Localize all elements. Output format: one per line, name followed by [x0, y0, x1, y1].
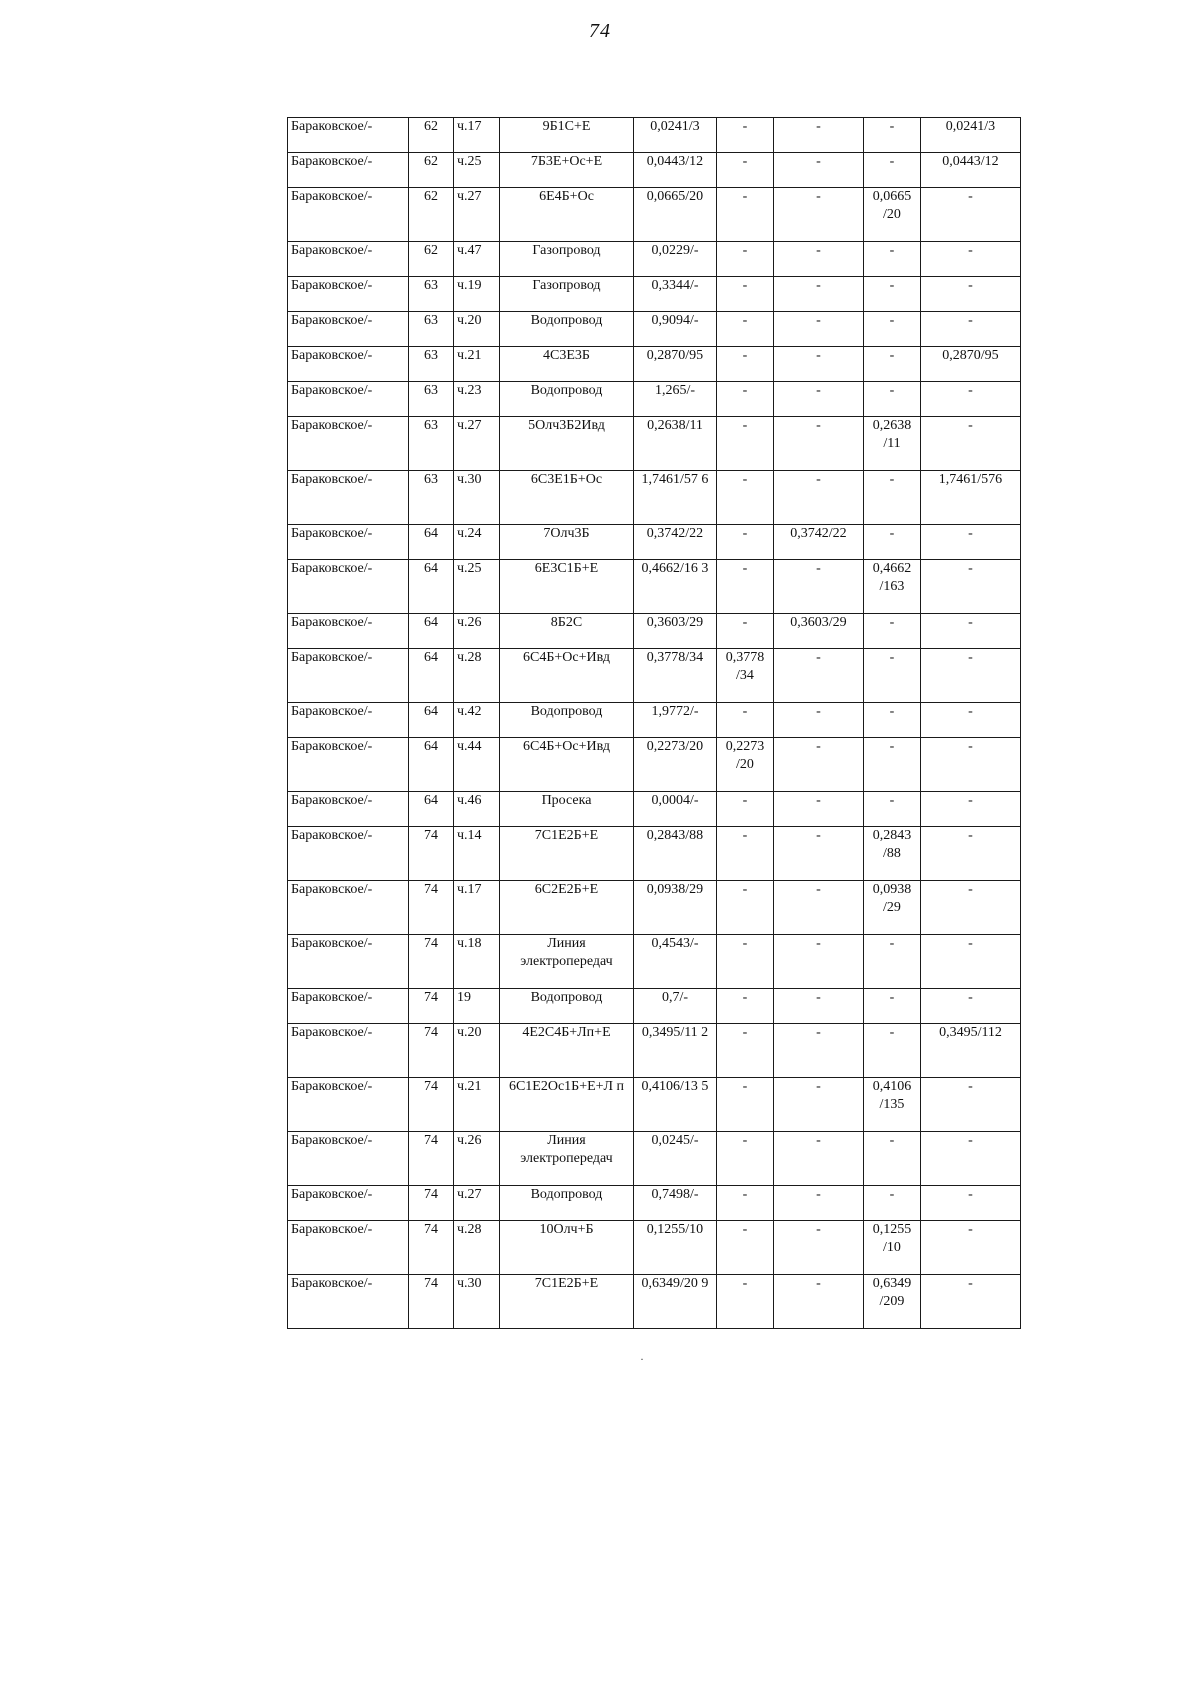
- cell-area: 0,2638/11: [634, 417, 717, 471]
- cell-forestry: Бараковское/-: [288, 1024, 409, 1078]
- cell-composition: 6Е4Б+Ос: [500, 188, 634, 242]
- cell-kvartal: 63: [409, 417, 454, 471]
- cell-vydel: 19: [454, 989, 500, 1024]
- cell-composition: 6С1Е2Ос1Б+Е+Л п: [500, 1078, 634, 1132]
- cell-forestry: Бараковское/-: [288, 525, 409, 560]
- cell-forestry: Бараковское/-: [288, 188, 409, 242]
- cell-col-b: -: [774, 1186, 864, 1221]
- cell-kvartal: 74: [409, 1024, 454, 1078]
- cell-col-d: -: [921, 792, 1021, 827]
- cell-composition: Водопровод: [500, 382, 634, 417]
- cell-col-a: -: [717, 1132, 774, 1186]
- cell-col-a: -: [717, 1024, 774, 1078]
- cell-col-c: 0,0665 /20: [864, 188, 921, 242]
- cell-area: 0,7/-: [634, 989, 717, 1024]
- cell-composition: Газопровод: [500, 242, 634, 277]
- cell-col-a: -: [717, 153, 774, 188]
- cell-vydel: ч.17: [454, 881, 500, 935]
- cell-composition: 5Олч3Б2Ивд: [500, 417, 634, 471]
- cell-col-c: 0,6349 /209: [864, 1275, 921, 1329]
- table-row: [288, 614, 1021, 649]
- cell-col-a: -: [717, 560, 774, 614]
- cell-vydel: ч.19: [454, 277, 500, 312]
- cell-forestry: Бараковское/-: [288, 277, 409, 312]
- cell-col-d: 0,3495/112: [921, 1024, 1021, 1078]
- cell-col-d: -: [921, 188, 1021, 242]
- cell-col-a: -: [717, 382, 774, 417]
- cell-kvartal: 63: [409, 382, 454, 417]
- cell-col-c: -: [864, 312, 921, 347]
- cell-col-c: -: [864, 1024, 921, 1078]
- cell-composition: 6С2Е2Б+Е: [500, 881, 634, 935]
- cell-vydel: ч.23: [454, 382, 500, 417]
- cell-composition: Водопровод: [500, 989, 634, 1024]
- cell-col-b: -: [774, 471, 864, 525]
- cell-kvartal: 64: [409, 560, 454, 614]
- cell-col-c: -: [864, 153, 921, 188]
- cell-col-b: -: [774, 277, 864, 312]
- table-row: [288, 188, 1021, 242]
- cell-col-c: 0,4662 /163: [864, 560, 921, 614]
- cell-forestry: Бараковское/-: [288, 827, 409, 881]
- table-row: [288, 792, 1021, 827]
- cell-col-a: -: [717, 312, 774, 347]
- cell-kvartal: 64: [409, 614, 454, 649]
- cell-col-b: -: [774, 347, 864, 382]
- cell-area: 0,9094/-: [634, 312, 717, 347]
- cell-col-c: -: [864, 614, 921, 649]
- cell-forestry: Бараковское/-: [288, 347, 409, 382]
- cell-composition: 6С4Б+Ос+Ивд: [500, 649, 634, 703]
- cell-vydel: ч.27: [454, 188, 500, 242]
- cell-col-a: -: [717, 614, 774, 649]
- table-row: [288, 827, 1021, 881]
- cell-col-c: -: [864, 277, 921, 312]
- cell-col-b: -: [774, 382, 864, 417]
- table-row: [288, 1132, 1021, 1186]
- cell-vydel: ч.46: [454, 792, 500, 827]
- cell-forestry: Бараковское/-: [288, 1132, 409, 1186]
- cell-col-c: 0,4106 /135: [864, 1078, 921, 1132]
- cell-col-d: -: [921, 703, 1021, 738]
- cell-area: 0,0938/29: [634, 881, 717, 935]
- table-row: [288, 738, 1021, 792]
- cell-col-b: -: [774, 1024, 864, 1078]
- cell-vydel: ч.14: [454, 827, 500, 881]
- cell-col-a: -: [717, 703, 774, 738]
- table-row: [288, 277, 1021, 312]
- cell-kvartal: 64: [409, 792, 454, 827]
- cell-vydel: ч.25: [454, 153, 500, 188]
- cell-col-b: -: [774, 1078, 864, 1132]
- cell-kvartal: 62: [409, 118, 454, 153]
- cell-col-d: -: [921, 935, 1021, 989]
- cell-col-c: 0,2638 /11: [864, 417, 921, 471]
- cell-area: 0,4662/16 3: [634, 560, 717, 614]
- cell-kvartal: 64: [409, 525, 454, 560]
- cell-col-d: -: [921, 738, 1021, 792]
- cell-composition: 8Б2С: [500, 614, 634, 649]
- cell-col-a: -: [717, 881, 774, 935]
- cell-col-d: -: [921, 560, 1021, 614]
- cell-col-d: -: [921, 277, 1021, 312]
- cell-col-d: 1,7461/576: [921, 471, 1021, 525]
- cell-col-d: -: [921, 1132, 1021, 1186]
- cell-col-a: -: [717, 118, 774, 153]
- cell-col-c: 0,1255 /10: [864, 1221, 921, 1275]
- cell-composition: 6С4Б+Ос+Ивд: [500, 738, 634, 792]
- cell-col-b: -: [774, 1275, 864, 1329]
- table-row: [288, 703, 1021, 738]
- table-row: [288, 417, 1021, 471]
- cell-col-c: -: [864, 1186, 921, 1221]
- cell-col-c: 0,0938 /29: [864, 881, 921, 935]
- cell-col-b: 0,3603/29: [774, 614, 864, 649]
- cell-kvartal: 74: [409, 1186, 454, 1221]
- cell-area: 0,3495/11 2: [634, 1024, 717, 1078]
- cell-kvartal: 74: [409, 1132, 454, 1186]
- cell-area: 0,0665/20: [634, 188, 717, 242]
- cell-kvartal: 74: [409, 827, 454, 881]
- cell-area: 0,0241/3: [634, 118, 717, 153]
- cell-col-a: -: [717, 827, 774, 881]
- cell-col-a: -: [717, 1221, 774, 1275]
- cell-col-a: -: [717, 935, 774, 989]
- cell-col-d: -: [921, 417, 1021, 471]
- cell-col-d: -: [921, 525, 1021, 560]
- cell-col-b: -: [774, 242, 864, 277]
- cell-composition: 4Е2С4Б+Лп+Е: [500, 1024, 634, 1078]
- cell-forestry: Бараковское/-: [288, 881, 409, 935]
- scan-speck: ·: [640, 1352, 644, 1366]
- table-row: [288, 347, 1021, 382]
- cell-forestry: Бараковское/-: [288, 649, 409, 703]
- table-row: [288, 471, 1021, 525]
- cell-vydel: ч.27: [454, 1186, 500, 1221]
- table-row: [288, 1275, 1021, 1329]
- cell-col-b: -: [774, 792, 864, 827]
- cell-col-d: 0,2870/95: [921, 347, 1021, 382]
- cell-col-d: -: [921, 649, 1021, 703]
- cell-vydel: ч.28: [454, 1221, 500, 1275]
- table-row: [288, 560, 1021, 614]
- cell-vydel: ч.17: [454, 118, 500, 153]
- cell-vydel: ч.30: [454, 471, 500, 525]
- cell-col-d: -: [921, 1186, 1021, 1221]
- table-row: [288, 989, 1021, 1024]
- cell-forestry: Бараковское/-: [288, 471, 409, 525]
- cell-col-a: -: [717, 471, 774, 525]
- cell-col-a: -: [717, 1186, 774, 1221]
- cell-vydel: ч.20: [454, 312, 500, 347]
- cell-vydel: ч.26: [454, 614, 500, 649]
- cell-forestry: Бараковское/-: [288, 382, 409, 417]
- cell-composition: Водопровод: [500, 703, 634, 738]
- cell-col-d: -: [921, 614, 1021, 649]
- cell-vydel: ч.26: [454, 1132, 500, 1186]
- table-row: [288, 1024, 1021, 1078]
- cell-col-b: 0,3742/22: [774, 525, 864, 560]
- cell-composition: Водопровод: [500, 312, 634, 347]
- table-body: [288, 118, 1021, 1329]
- cell-col-d: -: [921, 312, 1021, 347]
- table-row: [288, 118, 1021, 153]
- cell-col-d: -: [921, 242, 1021, 277]
- cell-col-b: -: [774, 560, 864, 614]
- cell-forestry: Бараковское/-: [288, 738, 409, 792]
- cell-area: 0,0004/-: [634, 792, 717, 827]
- cell-col-c: -: [864, 703, 921, 738]
- cell-composition: 9Б1С+Е: [500, 118, 634, 153]
- cell-kvartal: 63: [409, 471, 454, 525]
- cell-col-b: -: [774, 1221, 864, 1275]
- table-row: [288, 242, 1021, 277]
- cell-col-c: -: [864, 935, 921, 989]
- cell-col-b: -: [774, 703, 864, 738]
- cell-area: 0,3344/-: [634, 277, 717, 312]
- cell-col-d: -: [921, 989, 1021, 1024]
- cell-col-a: -: [717, 989, 774, 1024]
- table-row: [288, 1186, 1021, 1221]
- cell-forestry: Бараковское/-: [288, 935, 409, 989]
- cell-composition: 4С3Е3Б: [500, 347, 634, 382]
- cell-composition: Линия электропередач: [500, 935, 634, 989]
- cell-forestry: Бараковское/-: [288, 1078, 409, 1132]
- cell-col-d: -: [921, 1221, 1021, 1275]
- table-row: [288, 649, 1021, 703]
- cell-kvartal: 74: [409, 989, 454, 1024]
- cell-area: 1,7461/57 6: [634, 471, 717, 525]
- cell-forestry: Бараковское/-: [288, 118, 409, 153]
- cell-col-a: -: [717, 242, 774, 277]
- cell-area: 0,2843/88: [634, 827, 717, 881]
- cell-kvartal: 63: [409, 277, 454, 312]
- cell-col-b: -: [774, 1132, 864, 1186]
- cell-vydel: ч.28: [454, 649, 500, 703]
- cell-kvartal: 64: [409, 738, 454, 792]
- cell-composition: 7С1Е2Б+Е: [500, 827, 634, 881]
- cell-kvartal: 63: [409, 347, 454, 382]
- cell-forestry: Бараковское/-: [288, 560, 409, 614]
- forest-plot-table: [287, 117, 1021, 1329]
- cell-kvartal: 74: [409, 1221, 454, 1275]
- cell-vydel: ч.24: [454, 525, 500, 560]
- cell-col-b: -: [774, 935, 864, 989]
- cell-col-a: -: [717, 1275, 774, 1329]
- cell-col-a: -: [717, 277, 774, 312]
- cell-col-c: -: [864, 738, 921, 792]
- cell-area: 0,0229/-: [634, 242, 717, 277]
- cell-col-c: -: [864, 525, 921, 560]
- cell-area: 0,6349/20 9: [634, 1275, 717, 1329]
- cell-area: 0,3603/29: [634, 614, 717, 649]
- cell-col-b: -: [774, 738, 864, 792]
- table-row: [288, 1078, 1021, 1132]
- cell-col-c: -: [864, 118, 921, 153]
- cell-vydel: ч.25: [454, 560, 500, 614]
- cell-area: 0,3742/22: [634, 525, 717, 560]
- cell-col-b: -: [774, 827, 864, 881]
- cell-area: 0,3778/34: [634, 649, 717, 703]
- cell-forestry: Бараковское/-: [288, 703, 409, 738]
- cell-composition: 10Олч+Б: [500, 1221, 634, 1275]
- cell-composition: Водопровод: [500, 1186, 634, 1221]
- cell-col-d: -: [921, 382, 1021, 417]
- cell-kvartal: 62: [409, 242, 454, 277]
- cell-col-c: -: [864, 649, 921, 703]
- cell-col-a: 0,3778 /34: [717, 649, 774, 703]
- cell-col-a: -: [717, 347, 774, 382]
- cell-col-b: -: [774, 188, 864, 242]
- cell-col-b: -: [774, 989, 864, 1024]
- cell-col-d: -: [921, 1275, 1021, 1329]
- cell-area: 0,4106/13 5: [634, 1078, 717, 1132]
- cell-kvartal: 74: [409, 1078, 454, 1132]
- cell-kvartal: 62: [409, 153, 454, 188]
- cell-area: 1,265/-: [634, 382, 717, 417]
- cell-composition: Просека: [500, 792, 634, 827]
- cell-composition: Линия электропередач: [500, 1132, 634, 1186]
- cell-forestry: Бараковское/-: [288, 1186, 409, 1221]
- cell-vydel: ч.21: [454, 347, 500, 382]
- table-row: [288, 935, 1021, 989]
- cell-col-a: -: [717, 1078, 774, 1132]
- cell-area: 0,2273/20: [634, 738, 717, 792]
- cell-area: 0,0443/12: [634, 153, 717, 188]
- cell-composition: 6С3Е1Б+Ос: [500, 471, 634, 525]
- cell-col-c: -: [864, 471, 921, 525]
- cell-col-c: -: [864, 242, 921, 277]
- cell-kvartal: 63: [409, 312, 454, 347]
- table-row: [288, 881, 1021, 935]
- cell-col-d: 0,0443/12: [921, 153, 1021, 188]
- cell-col-c: -: [864, 792, 921, 827]
- cell-col-a: -: [717, 188, 774, 242]
- cell-col-b: -: [774, 417, 864, 471]
- cell-vydel: ч.18: [454, 935, 500, 989]
- cell-forestry: Бараковское/-: [288, 1275, 409, 1329]
- cell-col-b: -: [774, 118, 864, 153]
- table-row: [288, 1221, 1021, 1275]
- cell-col-b: -: [774, 153, 864, 188]
- cell-area: 0,4543/-: [634, 935, 717, 989]
- cell-kvartal: 74: [409, 881, 454, 935]
- cell-col-a: -: [717, 792, 774, 827]
- cell-forestry: Бараковское/-: [288, 792, 409, 827]
- cell-kvartal: 74: [409, 1275, 454, 1329]
- cell-composition: 6Е3С1Б+Е: [500, 560, 634, 614]
- table-row: [288, 382, 1021, 417]
- cell-col-c: -: [864, 989, 921, 1024]
- cell-vydel: ч.21: [454, 1078, 500, 1132]
- cell-kvartal: 74: [409, 935, 454, 989]
- cell-composition: Газопровод: [500, 277, 634, 312]
- table-row: [288, 153, 1021, 188]
- cell-composition: 7Б3Е+Ос+Е: [500, 153, 634, 188]
- cell-kvartal: 64: [409, 649, 454, 703]
- cell-col-a: -: [717, 417, 774, 471]
- cell-vydel: ч.27: [454, 417, 500, 471]
- cell-kvartal: 64: [409, 703, 454, 738]
- cell-vydel: ч.44: [454, 738, 500, 792]
- page-number: 74: [589, 20, 611, 42]
- cell-area: 0,7498/-: [634, 1186, 717, 1221]
- cell-vydel: ч.47: [454, 242, 500, 277]
- cell-col-c: -: [864, 1132, 921, 1186]
- cell-composition: 7С1Е2Б+Е: [500, 1275, 634, 1329]
- cell-forestry: Бараковское/-: [288, 989, 409, 1024]
- cell-vydel: ч.20: [454, 1024, 500, 1078]
- table-row: [288, 525, 1021, 560]
- cell-area: 1,9772/-: [634, 703, 717, 738]
- cell-col-b: -: [774, 881, 864, 935]
- cell-kvartal: 62: [409, 188, 454, 242]
- cell-forestry: Бараковское/-: [288, 614, 409, 649]
- cell-composition: 7Олч3Б: [500, 525, 634, 560]
- cell-vydel: ч.42: [454, 703, 500, 738]
- cell-area: 0,1255/10: [634, 1221, 717, 1275]
- cell-col-d: -: [921, 881, 1021, 935]
- cell-forestry: Бараковское/-: [288, 312, 409, 347]
- table-row: [288, 312, 1021, 347]
- cell-col-b: -: [774, 649, 864, 703]
- cell-col-a: -: [717, 525, 774, 560]
- cell-col-d: 0,0241/3: [921, 118, 1021, 153]
- cell-col-c: -: [864, 347, 921, 382]
- cell-area: 0,0245/-: [634, 1132, 717, 1186]
- cell-forestry: Бараковское/-: [288, 242, 409, 277]
- cell-forestry: Бараковское/-: [288, 153, 409, 188]
- cell-col-d: -: [921, 1078, 1021, 1132]
- cell-area: 0,2870/95: [634, 347, 717, 382]
- cell-col-c: -: [864, 382, 921, 417]
- cell-forestry: Бараковское/-: [288, 417, 409, 471]
- cell-col-b: -: [774, 312, 864, 347]
- cell-vydel: ч.30: [454, 1275, 500, 1329]
- cell-col-a: 0,2273 /20: [717, 738, 774, 792]
- cell-col-d: -: [921, 827, 1021, 881]
- cell-forestry: Бараковское/-: [288, 1221, 409, 1275]
- cell-col-c: 0,2843 /88: [864, 827, 921, 881]
